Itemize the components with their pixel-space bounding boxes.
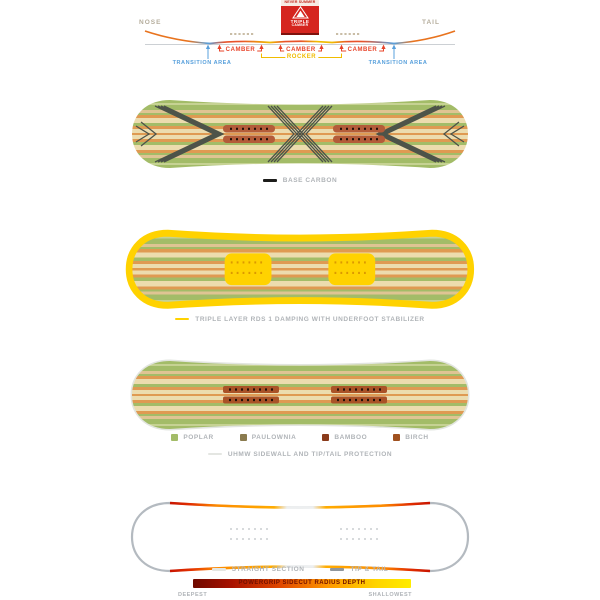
- caption-sidewall: [0, 451, 600, 458]
- wood-legend: [0, 434, 600, 441]
- board-sidecut: [132, 503, 468, 571]
- logo-triangle-icon: [292, 6, 309, 19]
- board-base-carbon: [128, 96, 472, 172]
- base-carbon-text: BASE CARBON: [282, 177, 338, 184]
- rocker-label: ROCKER: [286, 54, 317, 60]
- camber-label-1: CAMBER: [225, 47, 256, 53]
- legend-item-birch: [393, 434, 428, 441]
- damping-text: TRIPLE LAYER RDS 1 DAMPING WITH UNDERFOOT STABILIZER: [195, 315, 425, 323]
- tip-tail-swatch: [330, 568, 344, 571]
- bamboo-label: BAMBOO: [334, 434, 368, 441]
- legend-item-bamboo: [322, 434, 367, 441]
- board-wood-core: [128, 357, 472, 433]
- legend-item-tip-tail: [330, 566, 388, 573]
- damping-swatch: [175, 318, 189, 321]
- poplar-swatch: [171, 434, 178, 441]
- caption-base-carbon: [0, 177, 600, 184]
- board-outline: [132, 503, 468, 571]
- poplar-label: POPLAR: [183, 434, 214, 441]
- straight-section-label: STRAIGHT SECTION: [231, 566, 305, 573]
- legend-item-straight-section: [212, 566, 305, 573]
- logo-tech-line1: TRIPLE: [290, 18, 310, 24]
- straight-section-swatch: [212, 568, 226, 571]
- logo-brand-text: NEVER SUMMER: [281, 0, 319, 6]
- shallowest-label: SHALLOWEST: [368, 591, 412, 598]
- triple-camber-logo: [281, 0, 319, 35]
- base-carbon-swatch: [263, 179, 277, 182]
- paulownia-swatch: [240, 434, 247, 441]
- camber-label-2: CAMBER: [286, 47, 316, 53]
- board-damping-layer: [125, 229, 475, 310]
- birch-label: BIRCH: [405, 434, 429, 441]
- camber-label-3: CAMBER: [347, 47, 378, 53]
- transition-area-label-right: TRANSITION AREA: [368, 59, 428, 66]
- transition-area-label-left: TRANSITION AREA: [172, 59, 232, 66]
- sidewall-swatch: [208, 453, 222, 456]
- sidecut-bar-text: POWERGRIP SIDECUT RADIUS DEPTH: [238, 580, 366, 587]
- sidecut-gradient-bar: [193, 579, 411, 589]
- deepest-label: DEEPEST: [178, 591, 208, 598]
- legend-item-poplar: [171, 434, 213, 441]
- caption-damping: [0, 316, 600, 323]
- bamboo-swatch: [322, 434, 329, 441]
- paulownia-label: PAULOWNIA: [251, 434, 297, 441]
- tip-tail-label: TIP & TAIL: [350, 566, 389, 573]
- sidewall-text: UHMW SIDEWALL AND TIP/TAIL PROTECTION: [227, 450, 393, 458]
- logo-tech-line2: CAMBER: [291, 22, 309, 27]
- legend-item-paulownia: [240, 434, 297, 441]
- nose-label: NOSE: [139, 19, 162, 26]
- birch-swatch: [393, 434, 400, 441]
- tail-label: TAIL: [422, 19, 440, 26]
- sidecut-legend: [0, 566, 600, 573]
